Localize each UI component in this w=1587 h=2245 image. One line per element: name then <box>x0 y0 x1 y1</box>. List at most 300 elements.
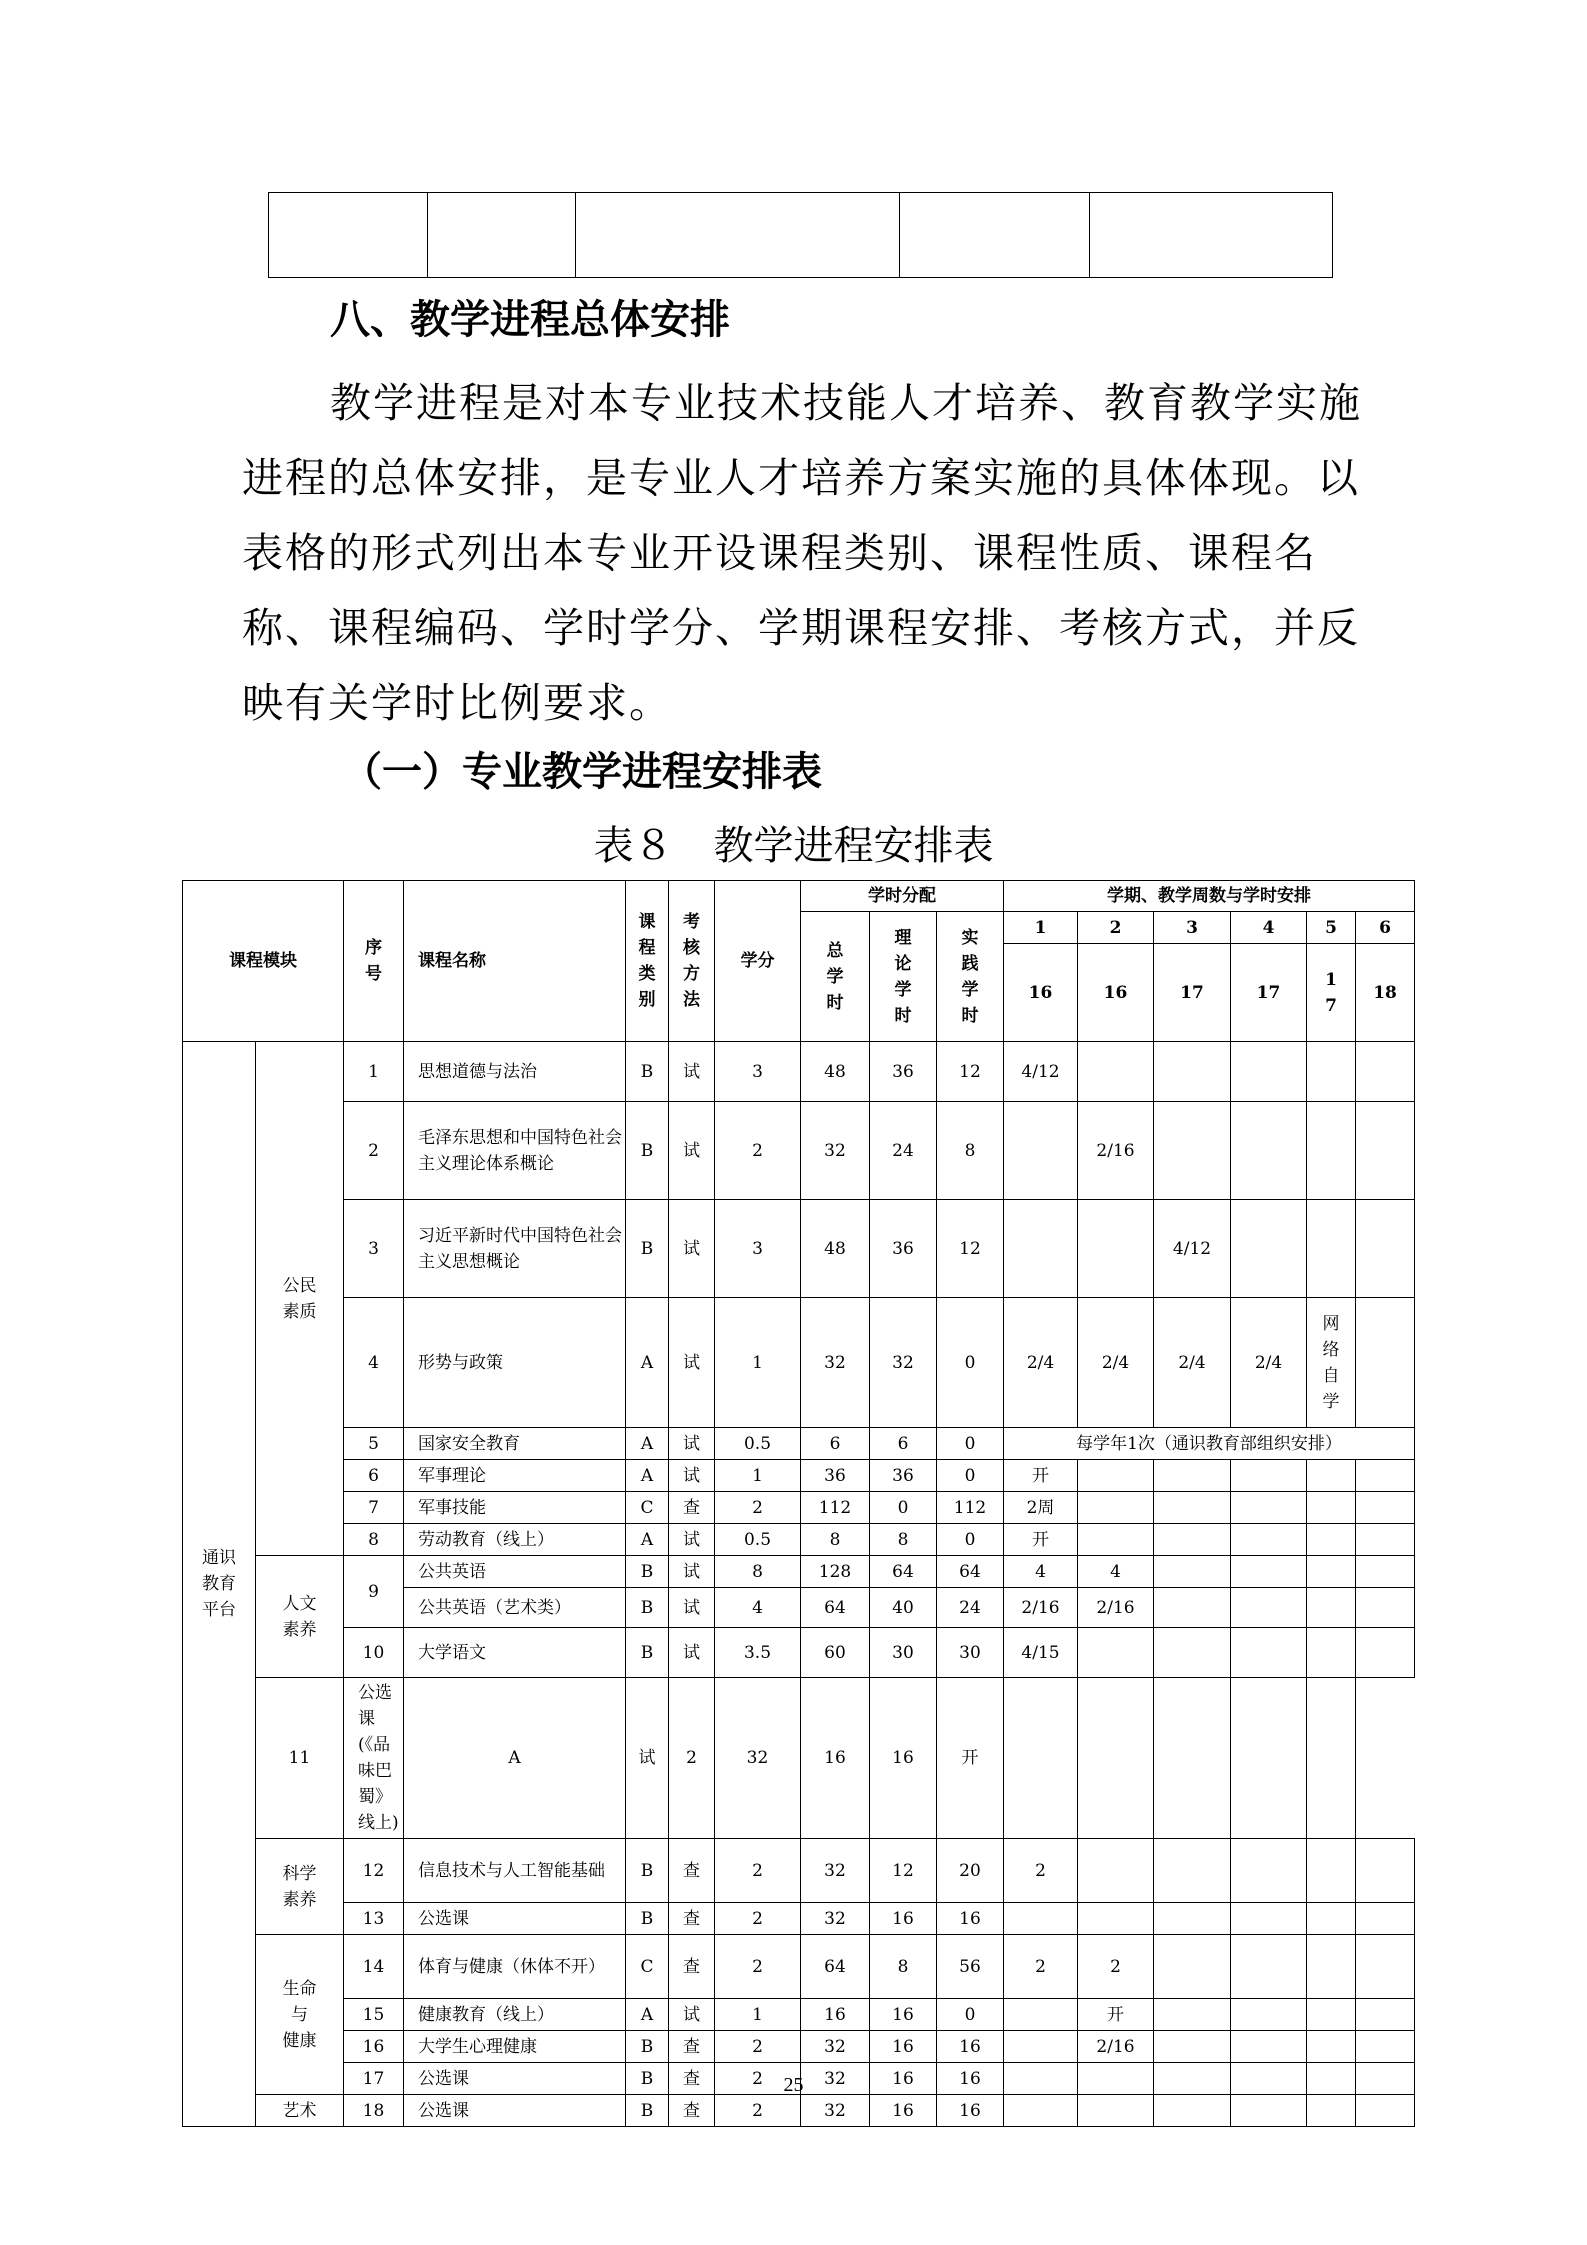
cell-semester-s4 <box>1231 1460 1307 1492</box>
cell-semester-s4 <box>1231 1999 1307 2031</box>
cell-total: 128 <box>801 1556 870 1588</box>
cell-credits: 2 <box>715 2031 801 2063</box>
cell-type: A <box>626 1524 669 1556</box>
cell-theory: 16 <box>870 2095 937 2127</box>
cell-practice: 64 <box>937 1556 1004 1588</box>
cell-course-name: 健康教育（线上） <box>404 1999 626 2031</box>
cell-semester-s3 <box>1154 1839 1231 1903</box>
cell-course-name: 公选课(《品味巴蜀》线上) <box>344 1678 404 1839</box>
cell-semester-s3 <box>1154 1524 1231 1556</box>
cell-seq: 10 <box>344 1628 404 1678</box>
cell-span-note: 每学年1次（通识教育部组织安排） <box>1004 1428 1415 1460</box>
cell-semester-s1: 开 <box>1004 1524 1078 1556</box>
cell-practice: 0 <box>937 1460 1004 1492</box>
cell-semester-s3 <box>1154 1935 1231 1999</box>
cell-practice: 12 <box>937 1042 1004 1102</box>
header-weeks: 16 <box>1004 944 1078 1042</box>
cell-type: B <box>626 1556 669 1588</box>
header-course-name: 课程名称 <box>404 881 626 1042</box>
cell-exam: 试 <box>669 1588 715 1628</box>
cell-semester-s2: 2/16 <box>1078 1102 1154 1200</box>
cell-semester-s3 <box>1154 1556 1231 1588</box>
submodule-label: 艺术 <box>256 2095 344 2127</box>
submodule-label: 人文 素养 <box>256 1556 344 1678</box>
cell-semester-s3 <box>1154 1628 1231 1678</box>
header-credits: 学分 <box>715 881 801 1042</box>
cell-seq: 14 <box>344 1935 404 1999</box>
cell-theory: 16 <box>870 1999 937 2031</box>
cell-semester-s4 <box>1231 1200 1307 1298</box>
header-weeks: 1 7 <box>1307 944 1356 1042</box>
cell-practice: 16 <box>937 2031 1004 2063</box>
cell-semester-s3 <box>1154 1042 1231 1102</box>
cell-semester-s1 <box>1004 2095 1078 2127</box>
table-caption: 表８ 教学进程安排表 <box>593 823 994 869</box>
cell-semester-s4 <box>1231 1628 1307 1678</box>
cell-type: B <box>626 1628 669 1678</box>
cell-semester-s2 <box>1004 1678 1078 1839</box>
cell-type: B <box>626 1839 669 1903</box>
cell-semester-s5 <box>1231 1678 1307 1839</box>
cell-exam: 试 <box>669 1460 715 1492</box>
cell-practice: 8 <box>937 1102 1004 1200</box>
cell-semester-s4 <box>1231 1524 1307 1556</box>
cell-semester-s2: 4 <box>1078 1556 1154 1588</box>
cell-semester-s4 <box>1231 1492 1307 1524</box>
previous-table-fragment <box>268 192 1333 278</box>
cell-semester-s4 <box>1231 1839 1307 1903</box>
cell-semester-s5 <box>1307 1839 1356 1903</box>
cell-semester-s4 <box>1231 1042 1307 1102</box>
cell-total: 32 <box>801 2063 870 2095</box>
header-weeks: 16 <box>1078 944 1154 1042</box>
cell-semester-s1: 4/12 <box>1004 1042 1078 1102</box>
cell-semester-s1: 4/15 <box>1004 1628 1078 1678</box>
cell-semester-s5 <box>1307 1999 1356 2031</box>
cell-credits: 2 <box>715 1935 801 1999</box>
cell-type: B <box>626 2031 669 2063</box>
header-semester: 4 <box>1231 912 1307 944</box>
table-row <box>183 1839 1415 1903</box>
cell-theory: 24 <box>870 1102 937 1200</box>
cell-semester-s1: 4 <box>1004 1556 1078 1588</box>
table-row <box>183 2031 1415 2063</box>
cell-seq: 11 <box>256 1678 344 1839</box>
cell-semester-s3 <box>1078 1678 1154 1839</box>
cell-theory: 36 <box>870 1042 937 1102</box>
cell-exam: 试 <box>669 1999 715 2031</box>
cell-course-name: 信息技术与人工智能基础 <box>404 1839 626 1903</box>
cell-semester-s6 <box>1356 1524 1415 1556</box>
cell-course-name: 大学生心理健康 <box>404 2031 626 2063</box>
cell-semester-s1 <box>1004 1999 1078 2031</box>
cell-semester-s5 <box>1307 1200 1356 1298</box>
cell-seq: 1 <box>344 1042 404 1102</box>
cell-semester-s5 <box>1307 1903 1356 1935</box>
cell-total: 64 <box>801 1935 870 1999</box>
cell-semester-s6 <box>1356 1492 1415 1524</box>
cell-semester-s1: 2/16 <box>1004 1588 1078 1628</box>
cell-semester-s1: 开 <box>937 1678 1004 1839</box>
cell-semester-s4 <box>1231 2095 1307 2127</box>
header-total-hours: 总 学 时 <box>801 912 870 1042</box>
table-row <box>183 1298 1415 1428</box>
cell-type: C <box>626 1492 669 1524</box>
cell-semester-s4 <box>1154 1678 1231 1839</box>
cell-semester-s2 <box>1078 1524 1154 1556</box>
cell-semester-s5 <box>1307 1628 1356 1678</box>
cell-credits: 3 <box>715 1042 801 1102</box>
cell-semester-s1: 2周 <box>1004 1492 1078 1524</box>
cell-theory: 0 <box>870 1492 937 1524</box>
cell-total: 32 <box>801 1903 870 1935</box>
cell-semester-s4 <box>1231 1588 1307 1628</box>
cell-theory: 16 <box>870 1903 937 1935</box>
cell-type: B <box>626 1042 669 1102</box>
cell-semester-s1 <box>1004 1200 1078 1298</box>
cell-type: B <box>626 1102 669 1200</box>
table-row <box>183 1042 1415 1102</box>
cell-credits: 4 <box>715 1588 801 1628</box>
cell-total: 48 <box>801 1042 870 1102</box>
cell-theory: 36 <box>870 1200 937 1298</box>
cell-semester-s3 <box>1154 2031 1231 2063</box>
header-semester: 3 <box>1154 912 1231 944</box>
cell-credits: 0.5 <box>715 1524 801 1556</box>
cell-semester-s4 <box>1231 1556 1307 1588</box>
cell-practice: 12 <box>937 1200 1004 1298</box>
cell-semester-s2: 2/4 <box>1078 1298 1154 1428</box>
cell-theory: 16 <box>870 2063 937 2095</box>
cell-practice: 0 <box>937 1524 1004 1556</box>
cell-theory: 36 <box>870 1460 937 1492</box>
cell-theory: 40 <box>870 1588 937 1628</box>
section-heading: 八、教学进程总体安排 <box>330 297 730 343</box>
cell-semester-s6 <box>1356 1839 1415 1903</box>
cell-course-name: 体育与健康（休体不开） <box>404 1935 626 1999</box>
cell-total: 36 <box>801 1460 870 1492</box>
cell-exam: 查 <box>669 1903 715 1935</box>
cell-practice: 56 <box>937 1935 1004 1999</box>
cell-semester-s2: 开 <box>1078 1999 1154 2031</box>
table-row <box>183 1903 1415 1935</box>
cell-theory: 8 <box>870 1524 937 1556</box>
header-course-type: 课 程 类 别 <box>626 881 669 1042</box>
cell-exam: 试 <box>669 1102 715 1200</box>
page-number: 25 <box>783 2074 804 2096</box>
cell-semester-s6 <box>1307 1678 1356 1839</box>
cell-total: 32 <box>801 2031 870 2063</box>
cell-theory: 8 <box>870 1935 937 1999</box>
cell-practice: 30 <box>937 1628 1004 1678</box>
cell-semester-s5 <box>1307 1102 1356 1200</box>
cell-exam: 试 <box>669 1556 715 1588</box>
cell-type: B <box>626 1200 669 1298</box>
cell-credits: 2 <box>715 2063 801 2095</box>
cell-practice: 16 <box>870 1678 937 1839</box>
cell-theory: 30 <box>870 1628 937 1678</box>
table-row <box>183 1556 1415 1588</box>
cell-semester-s6 <box>1356 1903 1415 1935</box>
cell-exam: 试 <box>669 1298 715 1428</box>
cell-semester-s2: 2 <box>1078 1935 1154 1999</box>
submodule-label: 公民 素质 <box>256 1042 344 1556</box>
cell-semester-s6 <box>1356 1628 1415 1678</box>
cell-theory: 12 <box>870 1839 937 1903</box>
header-semester: 2 <box>1078 912 1154 944</box>
cell-total: 6 <box>801 1428 870 1460</box>
cell-credits: 1 <box>715 1298 801 1428</box>
intro-paragraph: 教学进程是对本专业技术技能人才培养、教育教学实施进程的总体安排，是专业人才培养方案实施的具体体现。以表格的形式列出本专业开设课程类别、课程性质、课程名称、课程编码、学时学分、学期课程安排、考核方式，并反映有关学时比例要求。 <box>242 379 1362 727</box>
cell-type: A <box>626 1460 669 1492</box>
cell-course-name: 公共英语（艺术类） <box>404 1588 626 1628</box>
cell-semester-s6 <box>1356 1042 1415 1102</box>
cell-exam: 试 <box>669 1428 715 1460</box>
cell-semester-s1 <box>1004 2031 1078 2063</box>
cell-semester-s3: 4/12 <box>1154 1200 1231 1298</box>
cell-seq: 4 <box>344 1298 404 1428</box>
cell-semester-s6 <box>1356 1298 1415 1428</box>
cell-seq: 7 <box>344 1492 404 1524</box>
cell-semester-s3 <box>1154 1102 1231 1200</box>
cell-seq: 8 <box>344 1524 404 1556</box>
cell-semester-s3: 2/4 <box>1154 1298 1231 1428</box>
cell-semester-s2: 2/16 <box>1078 2031 1154 2063</box>
cell-course-name: 公选课 <box>404 2095 626 2127</box>
cell-credits: 1 <box>715 1460 801 1492</box>
cell-credits: 2 <box>715 2095 801 2127</box>
cell-theory: 16 <box>870 2031 937 2063</box>
header-semester: 6 <box>1356 912 1415 944</box>
cell-semester-s4: 2/4 <box>1231 1298 1307 1428</box>
cell-credits: 1 <box>715 1999 801 2031</box>
cell-practice: 0 <box>937 1999 1004 2031</box>
cell-credits: 8 <box>715 1556 801 1588</box>
cell-credits: 2 <box>715 1102 801 1200</box>
cell-exam: 查 <box>669 2031 715 2063</box>
cell-practice: 16 <box>937 2063 1004 2095</box>
cell-exam: 查 <box>669 1492 715 1524</box>
table-row <box>183 1460 1415 1492</box>
cell-seq: 12 <box>344 1839 404 1903</box>
cell-seq: 5 <box>344 1428 404 1460</box>
cell-theory: 6 <box>870 1428 937 1460</box>
cell-semester-s6 <box>1356 2095 1415 2127</box>
cell-seq: 15 <box>344 1999 404 2031</box>
cell-semester-s2 <box>1078 1492 1154 1524</box>
cell-exam: 查 <box>669 1935 715 1999</box>
cell-semester-s6 <box>1356 1999 1415 2031</box>
cell-course-name: 军事理论 <box>404 1460 626 1492</box>
header-theory-hours: 理 论 学 时 <box>870 912 937 1042</box>
cell-semester-s1: 2 <box>1004 1839 1078 1903</box>
cell-type: A <box>626 1298 669 1428</box>
cell-practice: 16 <box>937 2095 1004 2127</box>
cell-semester-s2 <box>1078 1839 1154 1903</box>
cell-credits: 0.5 <box>715 1428 801 1460</box>
cell-exam: 查 <box>669 1839 715 1903</box>
cell-semester-s5 <box>1307 1588 1356 1628</box>
table-row <box>183 1428 1415 1460</box>
header-semester-group: 学期、教学周数与学时安排 <box>1004 881 1415 912</box>
cell-semester-s5: 网 络 自 学 <box>1307 1298 1356 1428</box>
header-weeks: 18 <box>1356 944 1415 1042</box>
cell-seq: 9 <box>344 1556 404 1628</box>
cell-seq: 13 <box>344 1903 404 1935</box>
cell-type: B <box>626 1903 669 1935</box>
cell-theory: 64 <box>870 1556 937 1588</box>
table-row <box>183 1935 1415 1999</box>
cell-type: A <box>626 1999 669 2031</box>
cell-total: 32 <box>801 1298 870 1428</box>
cell-semester-s6 <box>1356 2031 1415 2063</box>
cell-semester-s6 <box>1356 1102 1415 1200</box>
cell-course-name: 劳动教育（线上） <box>404 1524 626 1556</box>
cell-semester-s5 <box>1307 1524 1356 1556</box>
cell-semester-s6 <box>1356 1935 1415 1999</box>
cell-semester-s5 <box>1307 2095 1356 2127</box>
cell-credits: 2 <box>715 1839 801 1903</box>
cell-type: B <box>626 2095 669 2127</box>
cell-course-name: 习近平新时代中国特色社会主义思想概论 <box>404 1200 626 1298</box>
cell-total: 16 <box>801 1999 870 2031</box>
cell-course-name: 公选课 <box>404 1903 626 1935</box>
cell-semester-s6 <box>1356 1588 1415 1628</box>
cell-course-name: 大学语文 <box>404 1628 626 1678</box>
cell-type: B <box>626 2063 669 2095</box>
cell-semester-s4 <box>1231 1102 1307 1200</box>
cell-course-name: 毛泽东思想和中国特色社会主义理论体系概论 <box>404 1102 626 1200</box>
cell-course-name: 思想道德与法治 <box>404 1042 626 1102</box>
cell-exam: 试 <box>669 1628 715 1678</box>
cell-semester-s6 <box>1356 1200 1415 1298</box>
cell-semester-s1: 2 <box>1004 1935 1078 1999</box>
cell-semester-s3 <box>1154 1588 1231 1628</box>
table-row <box>183 2095 1415 2127</box>
cell-semester-s3 <box>1154 1460 1231 1492</box>
table-row <box>183 1102 1415 1200</box>
cell-semester-s3 <box>1154 1903 1231 1935</box>
cell-total: 60 <box>801 1628 870 1678</box>
table-row <box>183 1492 1415 1524</box>
cell-semester-s4 <box>1231 1935 1307 1999</box>
cell-theory: 32 <box>870 1298 937 1428</box>
schedule-table <box>182 880 1415 2127</box>
table-row <box>183 1628 1415 1678</box>
cell-total: 8 <box>801 1524 870 1556</box>
cell-credits: 2 <box>715 1903 801 1935</box>
cell-practice: 0 <box>937 1298 1004 1428</box>
cell-semester-s6 <box>1356 1556 1415 1588</box>
header-weeks: 17 <box>1231 944 1307 1042</box>
header-weeks: 17 <box>1154 944 1231 1042</box>
cell-seq: 3 <box>344 1200 404 1298</box>
cell-semester-s1: 2/4 <box>1004 1298 1078 1428</box>
header-seq: 序 号 <box>344 881 404 1042</box>
header-module: 课程模块 <box>183 881 344 1042</box>
cell-semester-s3 <box>1154 1492 1231 1524</box>
table-row <box>183 1999 1415 2031</box>
cell-type: C <box>626 1935 669 1999</box>
cell-exam: 试 <box>626 1678 669 1839</box>
cell-total: 32 <box>801 1102 870 1200</box>
subsection-heading: （一）专业教学进程安排表 <box>342 749 822 795</box>
cell-total: 32 <box>801 2095 870 2127</box>
cell-semester-s5 <box>1307 1935 1356 1999</box>
cell-seq: 18 <box>344 2095 404 2127</box>
cell-seq: 2 <box>344 1102 404 1200</box>
cell-exam: 查 <box>669 2095 715 2127</box>
cell-seq: 6 <box>344 1460 404 1492</box>
header-hours-group: 学时分配 <box>801 881 1004 912</box>
cell-semester-s5 <box>1307 1460 1356 1492</box>
header-semester: 1 <box>1004 912 1078 944</box>
header-practice-hours: 实 践 学 时 <box>937 912 1004 1042</box>
cell-practice: 24 <box>937 1588 1004 1628</box>
cell-semester-s2 <box>1078 1200 1154 1298</box>
cell-seq: 16 <box>344 2031 404 2063</box>
cell-total: 112 <box>801 1492 870 1524</box>
cell-credits: 2 <box>715 1492 801 1524</box>
cell-practice: 0 <box>937 1428 1004 1460</box>
cell-semester-s6 <box>1356 1460 1415 1492</box>
cell-semester-s3 <box>1154 2095 1231 2127</box>
cell-credits: 3 <box>715 1200 801 1298</box>
cell-course-name: 公共英语 <box>404 1556 626 1588</box>
cell-semester-s1: 开 <box>1004 1460 1078 1492</box>
cell-total: 32 <box>801 1839 870 1903</box>
cell-practice: 112 <box>937 1492 1004 1524</box>
platform-label: 通识 教育 平台 <box>183 1042 256 2127</box>
cell-semester-s5 <box>1307 1556 1356 1588</box>
cell-semester-s5 <box>1307 1042 1356 1102</box>
cell-course-name: 军事技能 <box>404 1492 626 1524</box>
cell-credits: 2 <box>669 1678 715 1839</box>
cell-exam: 试 <box>669 1200 715 1298</box>
cell-semester-s1 <box>1004 1102 1078 1200</box>
cell-type: A <box>626 1428 669 1460</box>
table-row <box>183 1678 1415 1839</box>
cell-practice: 16 <box>937 1903 1004 1935</box>
cell-total: 64 <box>801 1588 870 1628</box>
submodule-label: 科学 素养 <box>256 1839 344 1935</box>
cell-theory: 16 <box>801 1678 870 1839</box>
cell-practice: 20 <box>937 1839 1004 1903</box>
cell-seq: 17 <box>344 2063 404 2095</box>
cell-semester-s5 <box>1307 1492 1356 1524</box>
cell-course-name: 公选课 <box>404 2063 626 2095</box>
cell-total: 48 <box>801 1200 870 1298</box>
cell-semester-s4 <box>1231 2031 1307 2063</box>
cell-course-name: 国家安全教育 <box>404 1428 626 1460</box>
cell-semester-s2: 2/16 <box>1078 1588 1154 1628</box>
table-row <box>183 1200 1415 1298</box>
cell-exam: 查 <box>669 2063 715 2095</box>
cell-semester-s2 <box>1078 2095 1154 2127</box>
cell-semester-s2 <box>1078 1903 1154 1935</box>
header-exam-method: 考 核 方 法 <box>669 881 715 1042</box>
cell-semester-s2 <box>1078 1042 1154 1102</box>
submodule-label: 生命 与 健康 <box>256 1935 344 2095</box>
cell-total: 32 <box>715 1678 801 1839</box>
header-semester: 5 <box>1307 912 1356 944</box>
cell-exam: 试 <box>669 1042 715 1102</box>
cell-course-name: 形势与政策 <box>404 1298 626 1428</box>
cell-semester-s2 <box>1078 1628 1154 1678</box>
cell-type: B <box>626 1588 669 1628</box>
cell-credits: 3.5 <box>715 1628 801 1678</box>
cell-semester-s4 <box>1231 1903 1307 1935</box>
